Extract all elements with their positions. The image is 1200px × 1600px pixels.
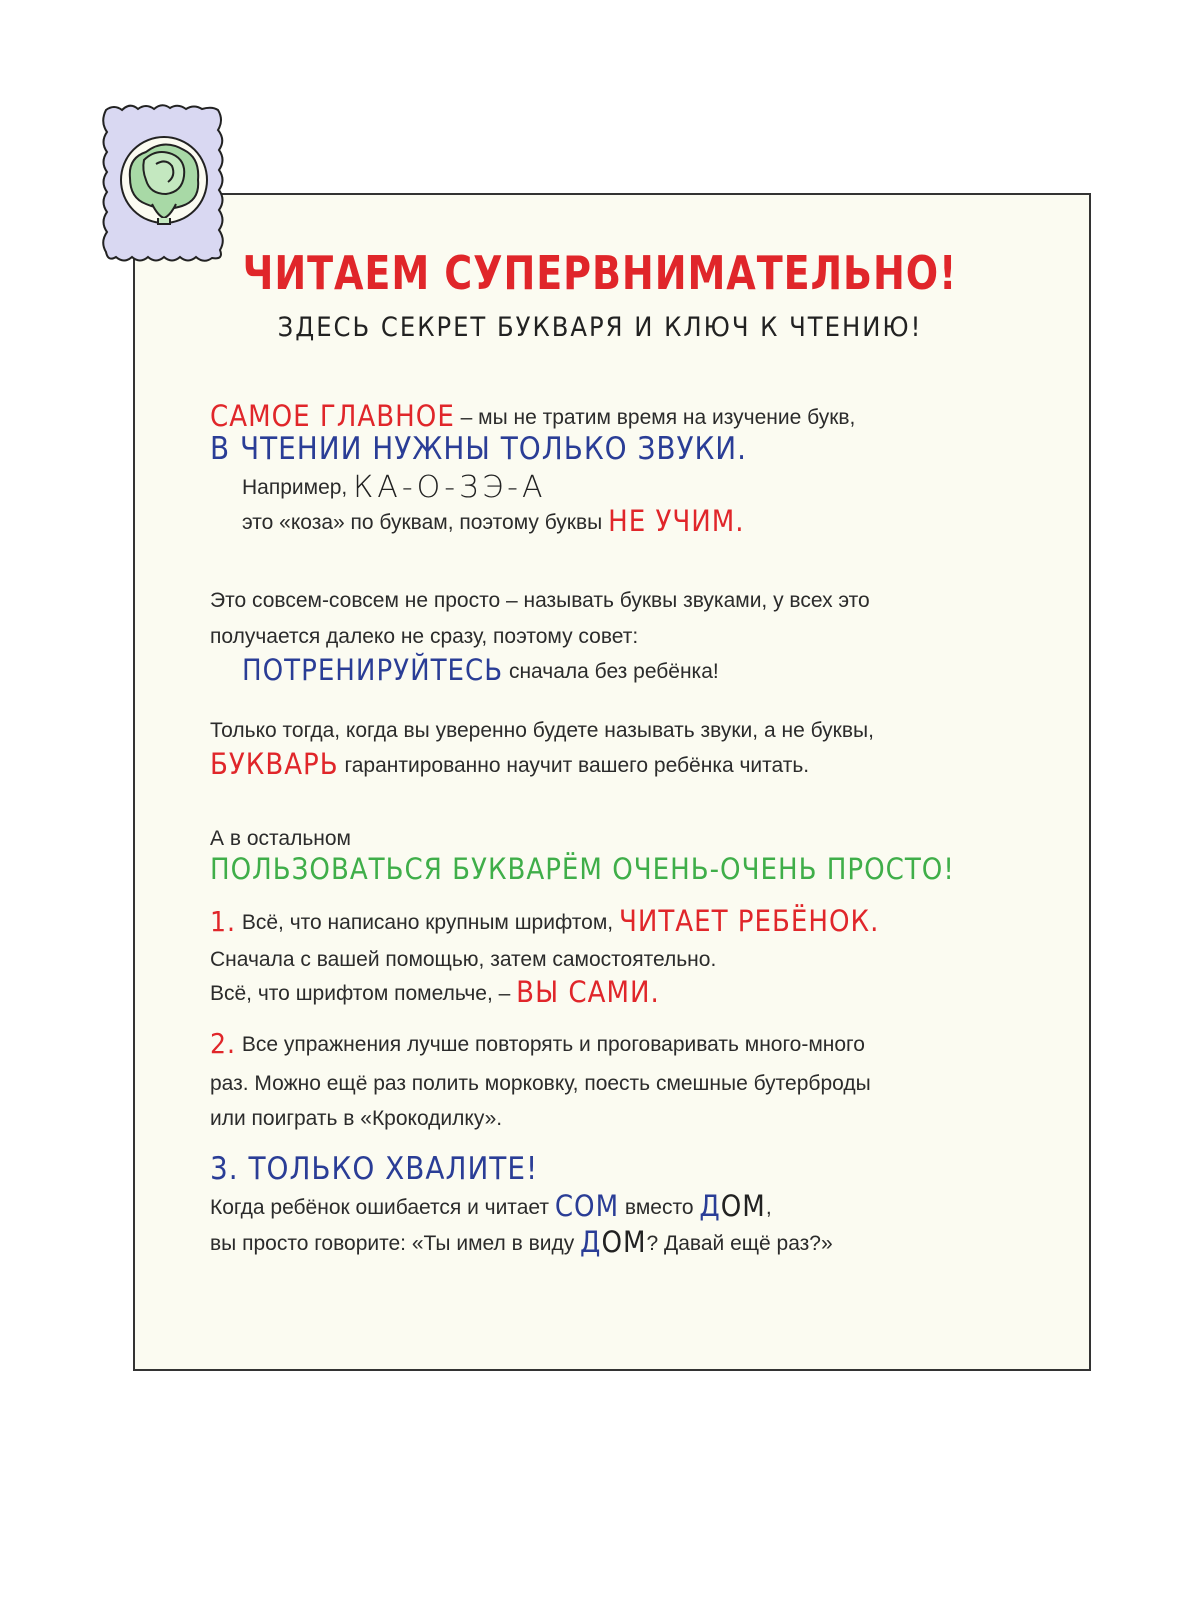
dom-letter-d-2: Д bbox=[580, 1225, 602, 1259]
example-prefix: Например, bbox=[242, 476, 354, 499]
rule-3-line-2 bbox=[210, 1189, 772, 1223]
main-label: САМОЕ ГЛАВНОЕ bbox=[210, 399, 455, 433]
rule-2-line-1 bbox=[210, 1027, 865, 1060]
rule-3-emphasis: ТОЛЬКО ХВАЛИТЕ! bbox=[238, 1151, 539, 1187]
rule-1-emphasis: ЧИТАЕТ РЕБЁНОК. bbox=[618, 904, 880, 938]
train-rest: сначала без ребёнка! bbox=[503, 660, 719, 683]
koza-emphasis: НЕ УЧИМ. bbox=[608, 504, 745, 538]
advice-line-1: Это совсем-совсем не просто – называть буквы звуками, у всех это bbox=[210, 589, 870, 612]
intro-main-line bbox=[210, 399, 856, 433]
rule-1-line-3 bbox=[210, 975, 660, 1009]
guarantee-line-2 bbox=[210, 747, 810, 781]
rule-3-number: 3. bbox=[210, 1151, 239, 1187]
page-subtitle: ЗДЕСЬ СЕКРЕТ БУКВАРЯ И КЛЮЧ К ЧТЕНИЮ! bbox=[277, 312, 923, 343]
bukvar-emphasis: БУКВАРЬ bbox=[210, 747, 339, 781]
rule-2-number: 2. bbox=[210, 1027, 237, 1060]
rest-intro: А в остальном bbox=[210, 827, 351, 850]
rest-headline-line bbox=[210, 852, 955, 886]
example-sounds: КА-О-ЗЭ-А bbox=[353, 470, 547, 505]
advice-line-2: получается далеко не сразу, поэтому совет: bbox=[210, 625, 639, 648]
rule-3-line-2-b: вместо bbox=[619, 1196, 700, 1219]
cabbage-stamp-icon bbox=[100, 100, 228, 266]
main-rest: – мы не тратим время на изучение букв, bbox=[454, 406, 856, 429]
rest-headline: ПОЛЬЗОВАТЬСЯ БУКВАРЁМ ОЧЕНЬ-ОЧЕНЬ ПРОСТО! bbox=[210, 852, 955, 886]
rule-3-line-3-a: вы просто говорите: «Ты имел в виду bbox=[210, 1232, 581, 1255]
train-line bbox=[242, 653, 719, 687]
page-title: ЧИТАЕМ СУПЕРВНИМАТЕЛЬНО! bbox=[242, 246, 958, 300]
som-word: СОМ bbox=[554, 1189, 620, 1223]
rule-1-line-2: Сначала с вашей помощью, затем самостоятельно. bbox=[210, 948, 717, 971]
koza-line bbox=[242, 504, 745, 538]
rule-1-line-3-emphasis: ВЫ САМИ. bbox=[516, 975, 660, 1009]
rule-2-text: Все упражнения лучше повторять и проговаривать много-много bbox=[236, 1033, 865, 1056]
example-line bbox=[242, 470, 547, 505]
sounds-emphasis: В ЧТЕНИИ НУЖНЫ ТОЛЬКО ЗВУКИ. bbox=[210, 431, 747, 467]
rule-1-number: 1. bbox=[210, 905, 237, 938]
dom-letter-d: Д bbox=[699, 1189, 721, 1223]
rule-3-line-2-c: , bbox=[765, 1196, 772, 1219]
rule-3-line-2-a: Когда ребёнок ошибается и читает bbox=[210, 1196, 555, 1219]
rule-1-line-3-text: Всё, что шрифтом помельче, – bbox=[210, 982, 517, 1005]
guarantee-rest: гарантированно научит вашего ребёнка читать. bbox=[338, 754, 810, 777]
train-emphasis: ПОТРЕНИРУЙТЕСЬ bbox=[242, 653, 504, 687]
rule-1-line-1 bbox=[210, 904, 880, 938]
rule-3-line-1 bbox=[210, 1151, 539, 1187]
rule-3-line-3-b: ? Давай ещё раз?» bbox=[646, 1232, 833, 1255]
dom-word-rest: ОМ bbox=[720, 1189, 766, 1223]
rule-2-line-2: раз. Можно ещё раз полить морковку, поесть смешные бутерброды bbox=[210, 1072, 871, 1095]
intro-sounds-line bbox=[210, 431, 747, 467]
rule-3-line-3 bbox=[210, 1225, 833, 1259]
rule-2-line-3: или поиграть в «Крокодилку». bbox=[210, 1107, 503, 1130]
rule-1-text: Всё, что написано крупным шрифтом, bbox=[236, 911, 619, 934]
guarantee-line-1: Только тогда, когда вы уверенно будете называть звуки, а не буквы, bbox=[210, 719, 874, 742]
dom-word-rest-2: ОМ bbox=[601, 1225, 647, 1259]
koza-text: это «коза» по буквам, поэтому буквы bbox=[242, 511, 609, 534]
